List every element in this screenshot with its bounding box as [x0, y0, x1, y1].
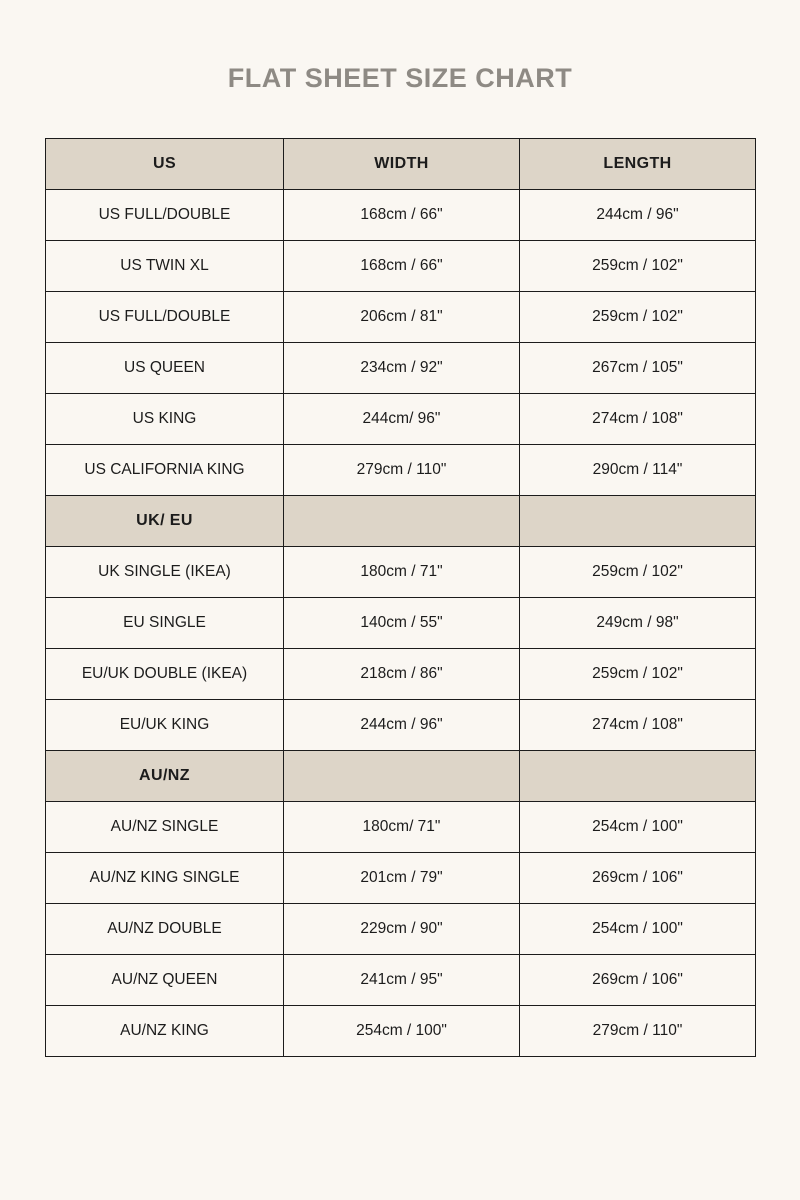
table-row [46, 904, 756, 955]
row-width: 168cm / 66" [284, 241, 520, 292]
row-width [284, 496, 520, 547]
column-header-2: WIDTH [284, 139, 520, 190]
row-length: 259cm / 102" [520, 292, 756, 343]
row-label: US KING [46, 394, 284, 445]
row-label: UK SINGLE (IKEA) [46, 547, 284, 598]
row-width: 254cm / 100" [284, 1006, 520, 1057]
row-width: 140cm / 55" [284, 598, 520, 649]
table-row [46, 547, 756, 598]
row-length: 274cm / 108" [520, 394, 756, 445]
row-label: EU/UK DOUBLE (IKEA) [46, 649, 284, 700]
table-row [46, 394, 756, 445]
row-label: AU/NZ KING SINGLE [46, 853, 284, 904]
row-label: US TWIN XL [46, 241, 284, 292]
row-label: US FULL/DOUBLE [46, 190, 284, 241]
row-length: 259cm / 102" [520, 241, 756, 292]
table-row [46, 343, 756, 394]
row-length [520, 751, 756, 802]
table-row [46, 1006, 756, 1057]
row-length: 269cm / 106" [520, 853, 756, 904]
row-width [284, 751, 520, 802]
table-row [46, 802, 756, 853]
row-width: 168cm / 66" [284, 190, 520, 241]
row-length: 279cm / 110" [520, 1006, 756, 1057]
table-row [46, 955, 756, 1006]
row-width: 218cm / 86" [284, 649, 520, 700]
table-section-row [46, 496, 756, 547]
row-length [520, 496, 756, 547]
table-row [46, 190, 756, 241]
table-row [46, 241, 756, 292]
row-width: 244cm / 96" [284, 700, 520, 751]
table-row [46, 445, 756, 496]
row-length: 249cm / 98" [520, 598, 756, 649]
row-label: UK/ EU [46, 496, 284, 547]
row-label: US QUEEN [46, 343, 284, 394]
row-label: US FULL/DOUBLE [46, 292, 284, 343]
table-header-row [46, 139, 756, 190]
row-width: 241cm / 95" [284, 955, 520, 1006]
row-length: 290cm / 114" [520, 445, 756, 496]
column-header-1: US [46, 139, 284, 190]
row-label: AU/NZ QUEEN [46, 955, 284, 1006]
row-width: 234cm / 92" [284, 343, 520, 394]
row-label: AU/NZ SINGLE [46, 802, 284, 853]
table-row [46, 649, 756, 700]
row-length: 269cm / 106" [520, 955, 756, 1006]
size-table-container [45, 138, 755, 1057]
column-header-3: LENGTH [520, 139, 756, 190]
row-length: 259cm / 102" [520, 649, 756, 700]
row-width: 279cm / 110" [284, 445, 520, 496]
row-length: 254cm / 100" [520, 802, 756, 853]
size-table-body [46, 139, 756, 1057]
row-width: 244cm/ 96" [284, 394, 520, 445]
table-row [46, 292, 756, 343]
row-label: EU SINGLE [46, 598, 284, 649]
table-row [46, 700, 756, 751]
row-width: 229cm / 90" [284, 904, 520, 955]
row-label: EU/UK KING [46, 700, 284, 751]
row-length: 254cm / 100" [520, 904, 756, 955]
row-length: 259cm / 102" [520, 547, 756, 598]
row-label: AU/NZ DOUBLE [46, 904, 284, 955]
row-length: 274cm / 108" [520, 700, 756, 751]
row-label: AU/NZ KING [46, 1006, 284, 1057]
row-width: 180cm / 71" [284, 547, 520, 598]
row-length: 267cm / 105" [520, 343, 756, 394]
size-table [45, 138, 756, 1057]
row-length: 244cm / 96" [520, 190, 756, 241]
row-width: 206cm / 81" [284, 292, 520, 343]
table-row [46, 598, 756, 649]
page-title: FLAT SHEET SIZE CHART [227, 63, 573, 93]
row-label: AU/NZ [46, 751, 284, 802]
table-row [46, 853, 756, 904]
row-width: 201cm / 79" [284, 853, 520, 904]
row-width: 180cm/ 71" [284, 802, 520, 853]
row-label: US CALIFORNIA KING [46, 445, 284, 496]
table-section-row [46, 751, 756, 802]
